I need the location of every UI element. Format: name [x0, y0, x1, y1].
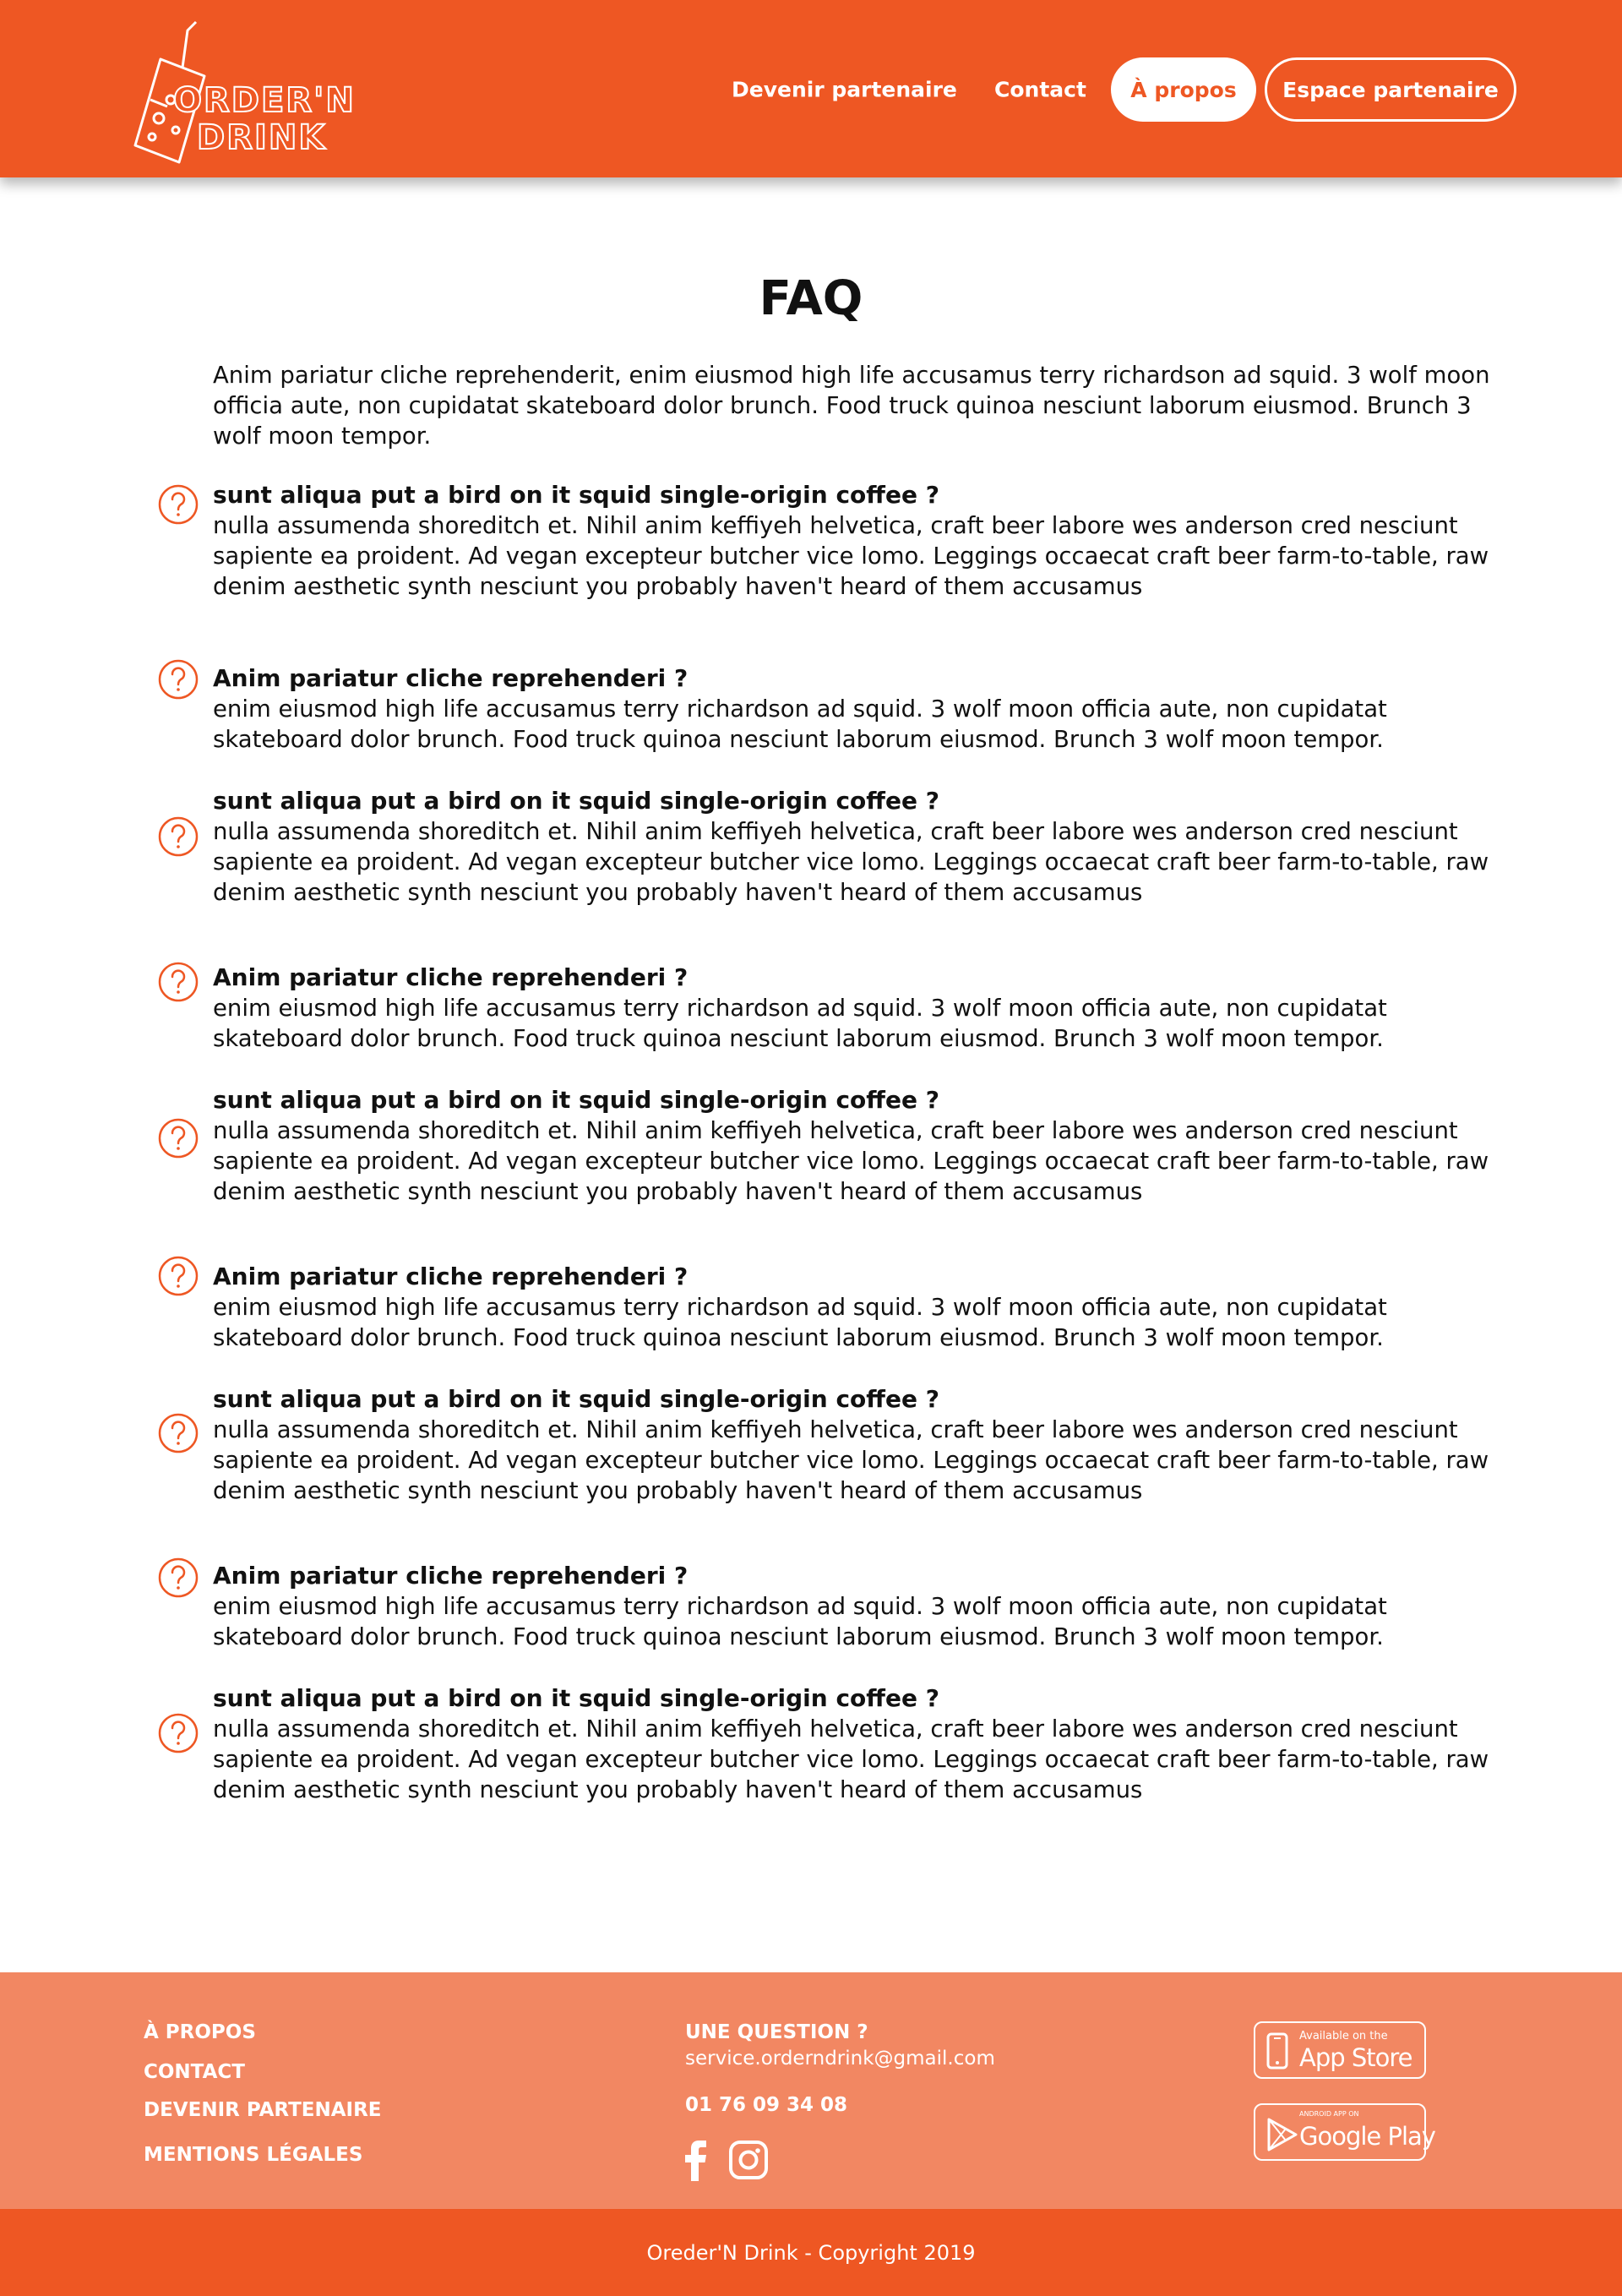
faq-answer: enim eiusmod high life accusamus terry richardson ad squid. 3 wolf moon officia aute, non cupidatat skateboard dolor brunch. Food truck quinoa nesciunt laborum eiusmod. Brunch 3 wolf moon tempor.	[213, 1593, 1387, 1650]
footer-link-a-propos[interactable]: À PROPOS	[144, 2021, 256, 2043]
google-play-badge[interactable]	[1254, 2103, 1435, 2161]
app-store-small-text: Available on the	[1299, 2030, 1388, 2042]
instagram-icon[interactable]	[728, 2139, 769, 2181]
question-mark-icon	[157, 1255, 199, 1297]
nav-devenir-partenaire[interactable]: Devenir partenaire	[732, 77, 957, 102]
faq-question: Anim pariatur cliche reprehenderi ?	[213, 1562, 689, 1590]
question-mark-icon	[157, 1557, 199, 1599]
faq-question: sunt aliqua put a bird on it squid single-origin coffee ?	[213, 1385, 939, 1413]
faq-answer: nulla assumenda shoreditch et. Nihil anim keffiyeh helvetica, craft beer labore wes anderson cred nesciunt sapiente ea proident. Ad vegan excepteur butcher vice lomo. Leggings occaecat craft beer farm-to-table, raw denim aesthetic synth nesciunt you probably haven't heard of them accusamus	[213, 512, 1489, 600]
faq-answer: nulla assumenda shoreditch et. Nihil anim keffiyeh helvetica, craft beer labore wes anderson cred nesciunt sapiente ea proident. Ad vegan excepteur butcher vice lomo. Leggings occaecat craft beer farm-to-table, raw denim aesthetic synth nesciunt you probably haven't heard of them accusamus	[213, 1416, 1489, 1504]
site-header	[0, 0, 1622, 177]
footer-link-devenir-partenaire[interactable]: DEVENIR PARTENAIRE	[144, 2099, 382, 2121]
question-mark-icon	[157, 658, 199, 701]
faq-answer: enim eiusmod high life accusamus terry richardson ad squid. 3 wolf moon officia aute, non cupidatat skateboard dolor brunch. Food truck quinoa nesciunt laborum eiusmod. Brunch 3 wolf moon tempor.	[213, 1294, 1387, 1351]
google-play-big-text: Google Play	[1299, 2122, 1435, 2151]
copyright-text: Oreder'N Drink - Copyright 2019	[646, 2240, 976, 2265]
question-mark-icon	[157, 815, 199, 858]
play-icon	[1265, 2117, 1299, 2152]
faq-answer: nulla assumenda shoreditch et. Nihil anim keffiyeh helvetica, craft beer labore wes anderson cred nesciunt sapiente ea proident. Ad vegan excepteur butcher vice lomo. Leggings occaecat craft beer farm-to-table, raw denim aesthetic synth nesciunt you probably haven't heard of them accusamus	[213, 1117, 1489, 1205]
logo-line2: DRINK	[197, 118, 327, 157]
faq-question: Anim pariatur cliche reprehenderi ?	[213, 1263, 689, 1290]
orderndrink-logo[interactable]	[127, 19, 355, 164]
facebook-icon[interactable]	[681, 2139, 710, 2181]
faq-question: Anim pariatur cliche reprehenderi ?	[213, 963, 689, 991]
faq-question: sunt aliqua put a bird on it squid single-origin coffee ?	[213, 481, 939, 509]
question-mark-icon	[157, 961, 199, 1003]
footer-email-link[interactable]: service.orderndrink@gmail.com	[685, 2048, 995, 2070]
question-mark-icon	[157, 1117, 199, 1159]
nav-espace-partenaire-button[interactable]: Espace partenaire	[1265, 57, 1516, 122]
site-footer	[0, 1972, 1622, 2209]
faq-question: sunt aliqua put a bird on it squid single-origin coffee ?	[213, 1684, 939, 1712]
logo-line1: ORDER'N	[173, 81, 356, 120]
nav-contact[interactable]: Contact	[994, 77, 1086, 102]
footer-link-contact[interactable]: CONTACT	[144, 2061, 245, 2083]
app-store-badge[interactable]	[1254, 2021, 1426, 2079]
app-store-big-text: App Store	[1299, 2043, 1412, 2072]
faq-answer: nulla assumenda shoreditch et. Nihil anim keffiyeh helvetica, craft beer labore wes anderson cred nesciunt sapiente ea proident. Ad vegan excepteur butcher vice lomo. Leggings occaecat craft beer farm-to-table, raw denim aesthetic synth nesciunt you probably haven't heard of them accusamus	[213, 1715, 1489, 1803]
faq-question: sunt aliqua put a bird on it squid single-origin coffee ?	[213, 787, 939, 815]
question-mark-icon	[157, 1712, 199, 1754]
faq-question: Anim pariatur cliche reprehenderi ?	[213, 664, 689, 692]
nav-a-propos[interactable]: À propos	[1111, 57, 1256, 122]
footer-question-heading: UNE QUESTION ?	[685, 2021, 868, 2043]
faq-question: sunt aliqua put a bird on it squid single-origin coffee ?	[213, 1086, 939, 1114]
question-mark-icon	[157, 483, 199, 526]
copyright-bar	[0, 2209, 1622, 2296]
faq-answer: enim eiusmod high life accusamus terry richardson ad squid. 3 wolf moon officia aute, non cupidatat skateboard dolor brunch. Food truck quinoa nesciunt laborum eiusmod. Brunch 3 wolf moon tempor.	[213, 695, 1387, 753]
phone-icon	[1265, 2032, 1289, 2070]
footer-link-mentions-legales[interactable]: MENTIONS LÉGALES	[144, 2144, 363, 2166]
page-title: FAQ	[759, 271, 863, 326]
faq-answer: enim eiusmod high life accusamus terry richardson ad squid. 3 wolf moon officia aute, non cupidatat skateboard dolor brunch. Food truck quinoa nesciunt laborum eiusmod. Brunch 3 wolf moon tempor.	[213, 995, 1387, 1052]
faq-answer: nulla assumenda shoreditch et. Nihil anim keffiyeh helvetica, craft beer labore wes anderson cred nesciunt sapiente ea proident. Ad vegan excepteur butcher vice lomo. Leggings occaecat craft beer farm-to-table, raw denim aesthetic synth nesciunt you probably haven't heard of them accusamus	[213, 818, 1489, 906]
google-play-small-text: ANDROID APP ON	[1299, 2110, 1359, 2118]
footer-phone: 01 76 09 34 08	[685, 2094, 848, 2116]
faq-intro: Anim pariatur cliche reprehenderit, enim eiusmod high life accusamus terry richardson ad squid. 3 wolf moon officia aute, non cupidatat skateboard dolor brunch. Food truck quinoa nesciunt laborum eiusmod. Brunch 3 wolf moon tempor.	[213, 362, 1490, 450]
question-mark-icon	[157, 1412, 199, 1454]
